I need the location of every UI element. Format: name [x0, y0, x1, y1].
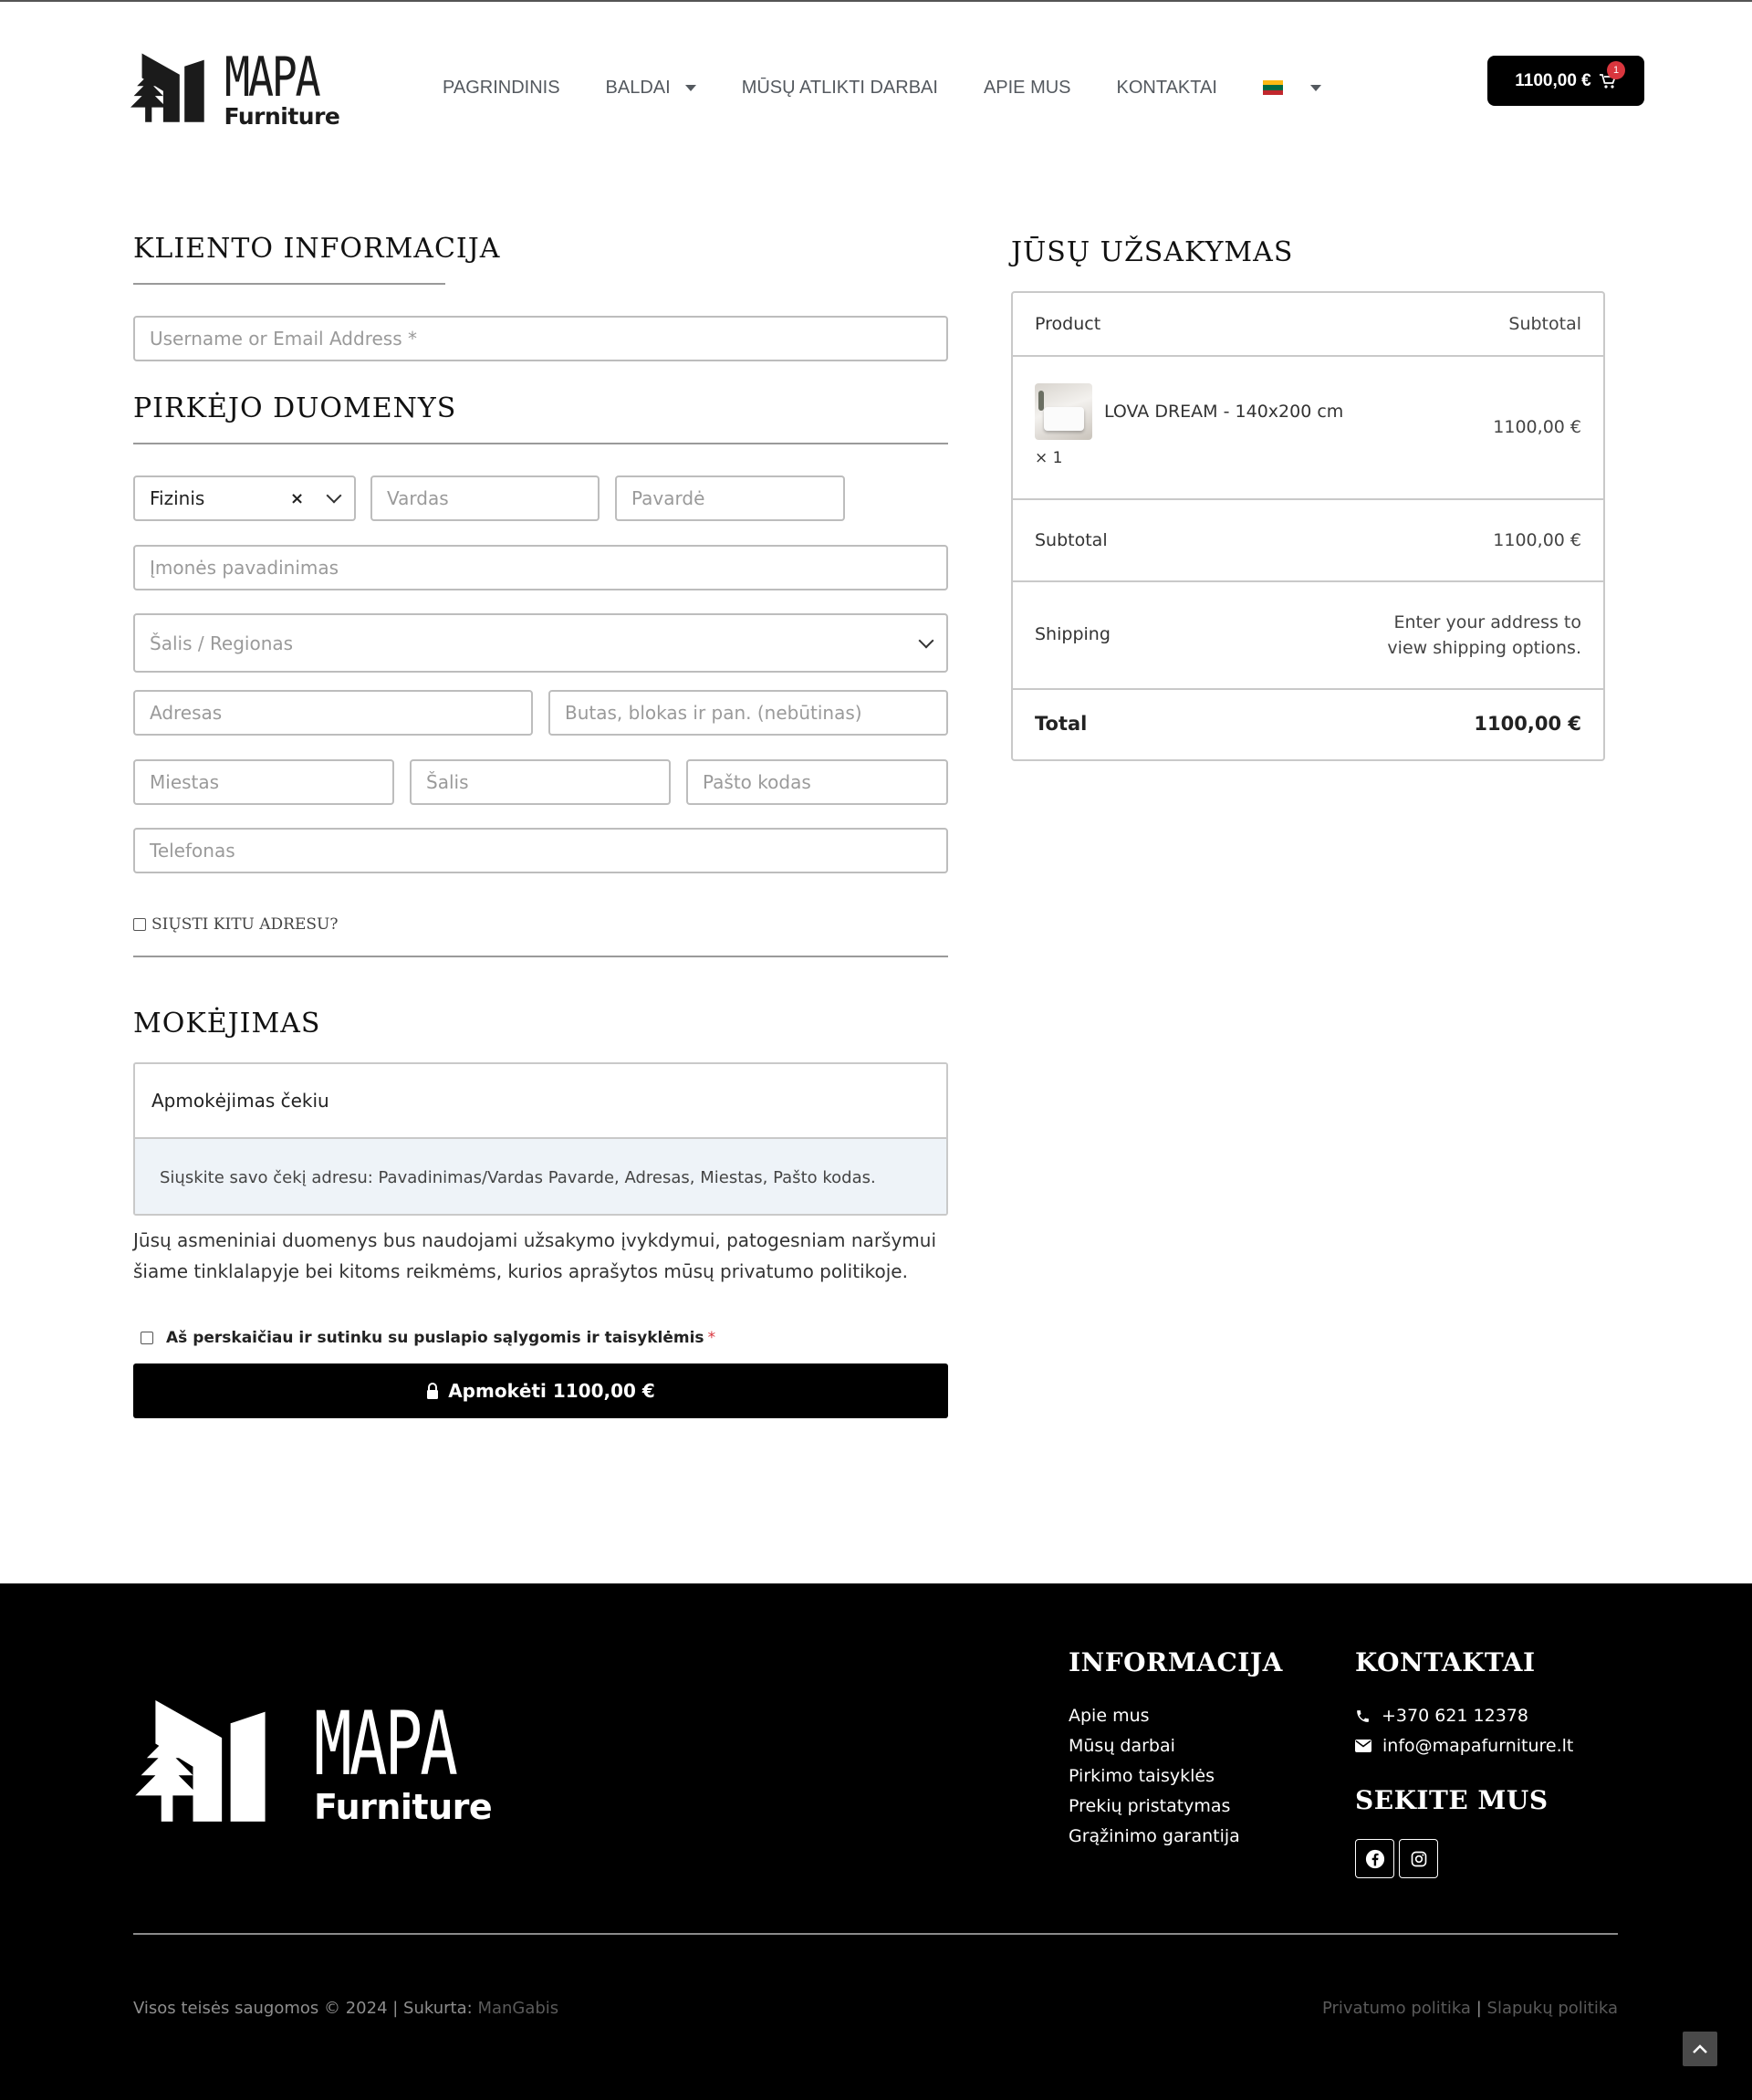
total-label: Total	[1035, 713, 1088, 735]
payment-method-label: Apmokėjimas čekiu	[151, 1090, 329, 1112]
legal-links	[1322, 1999, 1618, 2018]
phone-number: +370 621 12378	[1382, 1706, 1528, 1726]
footer-logo-title: MAPA	[314, 1693, 455, 1795]
total-row	[1013, 690, 1603, 759]
main-nav	[443, 75, 1321, 100]
site-footer	[0, 1583, 1752, 2100]
facebook-icon	[1365, 1849, 1385, 1869]
place-order-label: Apmokėti 1100,00 €	[448, 1380, 655, 1402]
footer-link-returns[interactable]: Grąžinimo garantija	[1069, 1826, 1240, 1846]
nav-item-furniture[interactable]: BALDAI	[606, 78, 696, 99]
address-input[interactable]: Adresas	[133, 690, 533, 736]
order-table-header	[1013, 293, 1603, 357]
payment-method-option[interactable]	[135, 1064, 946, 1139]
product-column-header: Product	[1035, 314, 1101, 334]
info-heading: INFORMACIJA	[1069, 1647, 1283, 1677]
heading-underline	[133, 283, 445, 285]
nav-item-contacts[interactable]: KONTAKTAI	[1116, 77, 1217, 98]
chevron-down-icon	[685, 85, 696, 91]
language-switcher[interactable]	[1263, 80, 1321, 95]
phone-icon	[1355, 1708, 1371, 1724]
logo-mark-icon	[130, 49, 206, 128]
terms-label[interactable]: Aš perskaičiau ir sutinku su puslapio sąlygomis ir taisyklėmis	[166, 1329, 704, 1347]
order-heading: JŪSŲ UŽSAKYMAS	[1011, 236, 1294, 268]
nav-item-our-works[interactable]: MŪSŲ ATLIKTI DARBAI	[741, 77, 938, 98]
total-value: 1100,00 €	[1474, 713, 1581, 735]
shipping-label: Shipping	[1035, 624, 1111, 644]
product-quantity: × 1	[1035, 449, 1063, 467]
product-thumbnail	[1035, 383, 1092, 440]
lock-icon	[426, 1383, 439, 1399]
nav-item-about[interactable]: APIE MUS	[983, 77, 1071, 98]
logo-title: MAPA	[224, 45, 318, 110]
product-price: 1100,00 €	[1493, 417, 1581, 437]
scroll-to-top-button[interactable]	[1683, 2032, 1717, 2066]
order-item-row	[1013, 357, 1603, 500]
logo-subtitle: Furniture	[224, 102, 340, 130]
copyright	[133, 1999, 558, 2018]
terms-checkbox[interactable]	[141, 1332, 153, 1344]
shipping-row	[1013, 582, 1603, 690]
buyer-details-heading: PIRKĖJO DUOMENYS	[133, 392, 457, 424]
site-logo[interactable]	[130, 47, 345, 130]
footer-divider	[133, 1933, 1618, 1935]
product-name: LOVA DREAM - 140x200 cm	[1104, 402, 1344, 422]
facebook-link[interactable]	[1355, 1839, 1394, 1878]
lithuania-flag-icon	[1263, 80, 1283, 95]
state-input[interactable]: Šalis	[410, 759, 671, 805]
footer-logo[interactable]	[133, 1693, 510, 1827]
payment-method-box	[133, 1062, 948, 1216]
envelope-icon	[1355, 1740, 1371, 1752]
subtotal-value: 1100,00 €	[1493, 530, 1581, 550]
address2-input[interactable]: Butas, blokas ir pan. (nebūtinas)	[548, 690, 948, 736]
shipping-value	[1387, 610, 1581, 661]
heading-underline	[133, 443, 948, 444]
footer-link-works[interactable]: Mūsų darbai	[1069, 1736, 1175, 1756]
chevron-down-icon	[1310, 85, 1321, 91]
email-address: info@mapafurniture.lt	[1382, 1736, 1574, 1756]
cart-count-badge: 1	[1607, 61, 1625, 79]
legal-separator: |	[1476, 1999, 1482, 2018]
shipping-line-1: Enter your address to	[1393, 612, 1581, 632]
last-name-input[interactable]: Pavardė	[615, 475, 845, 521]
instagram-icon	[1410, 1850, 1428, 1868]
first-name-input[interactable]: Vardas	[370, 475, 600, 521]
cart-button[interactable]	[1487, 56, 1644, 106]
section-divider	[133, 956, 948, 957]
customer-info-heading: KLIENTO INFORMACIJA	[133, 233, 501, 265]
shipping-line-2: view shipping options.	[1387, 638, 1581, 658]
copyright-text: Visos teisės saugomos © 2024 | Sukurta:	[133, 1999, 473, 2018]
payment-method-description	[135, 1139, 946, 1216]
subtotal-label: Subtotal	[1035, 530, 1108, 550]
privacy-notice: Jūsų asmeniniai duomenys bus naudojami užsakymo įvykdymui, patogesniam naršymui šiame tinklalapyje bei kitoms reikmėms, kurios aprašytos mūsų privatumo politikoje.	[133, 1229, 937, 1282]
footer-email[interactable]	[1355, 1736, 1573, 1756]
postcode-input[interactable]: Pašto kodas	[686, 759, 948, 805]
subtotal-row	[1013, 500, 1603, 582]
ship-different-label[interactable]: SIŲSTI KITU ADRESU?	[151, 915, 339, 934]
footer-logo-subtitle: Furniture	[314, 1787, 493, 1827]
footer-phone[interactable]	[1355, 1706, 1528, 1726]
privacy-policy-link[interactable]: Privatumo politika	[1321, 1999, 1471, 2018]
place-order-button[interactable]	[133, 1363, 948, 1418]
payment-heading: MOKĖJIMAS	[133, 1008, 321, 1040]
customer-type-select[interactable]	[133, 475, 356, 521]
country-select[interactable]	[133, 613, 948, 673]
contacts-heading: KONTAKTAI	[1355, 1647, 1536, 1677]
username-input[interactable]: Username or Email Address *	[133, 316, 948, 361]
instagram-link[interactable]	[1399, 1839, 1438, 1878]
clear-selection-icon[interactable]: ×	[290, 488, 305, 508]
follow-heading: SEKITE MUS	[1355, 1785, 1549, 1815]
customer-type-value: Fizinis	[150, 487, 205, 509]
ship-different-checkbox[interactable]	[133, 918, 146, 931]
top-border	[0, 0, 1752, 2]
logo-mark-icon	[133, 1700, 270, 1824]
company-name-input[interactable]: Įmonės pavadinimas	[133, 545, 948, 590]
cookie-policy-link[interactable]: Slapukų politika	[1486, 1999, 1618, 2018]
ship-different-address	[133, 915, 338, 934]
phone-input[interactable]: Telefonas	[133, 828, 948, 873]
chevron-up-icon	[1693, 2044, 1707, 2053]
cart-total: 1100,00 €	[1515, 70, 1591, 90]
footer-link-delivery[interactable]: Prekių pristatymas	[1069, 1796, 1231, 1816]
terms-agreement	[141, 1329, 715, 1347]
nav-item-home[interactable]: PAGRINDINIS	[443, 77, 560, 98]
payment-description-text: Siųskite savo čekį adresu: Pavadinimas/Vardas Pavarde, Adresas, Miestas, Pašto kodas.	[160, 1167, 876, 1187]
footer-link-about[interactable]: Apie mus	[1069, 1706, 1150, 1726]
country-placeholder: Šalis / Regionas	[150, 632, 294, 654]
chevron-down-icon	[919, 632, 934, 648]
author-link[interactable]: ManGabis	[477, 1999, 559, 2018]
footer-link-purchase-rules[interactable]: Pirkimo taisyklės	[1069, 1766, 1215, 1786]
city-input[interactable]: Miestas	[133, 759, 394, 805]
subtotal-column-header: Subtotal	[1508, 314, 1581, 334]
required-marker: *	[707, 1329, 716, 1347]
chevron-down-icon	[327, 488, 342, 504]
order-summary-table	[1011, 291, 1605, 761]
